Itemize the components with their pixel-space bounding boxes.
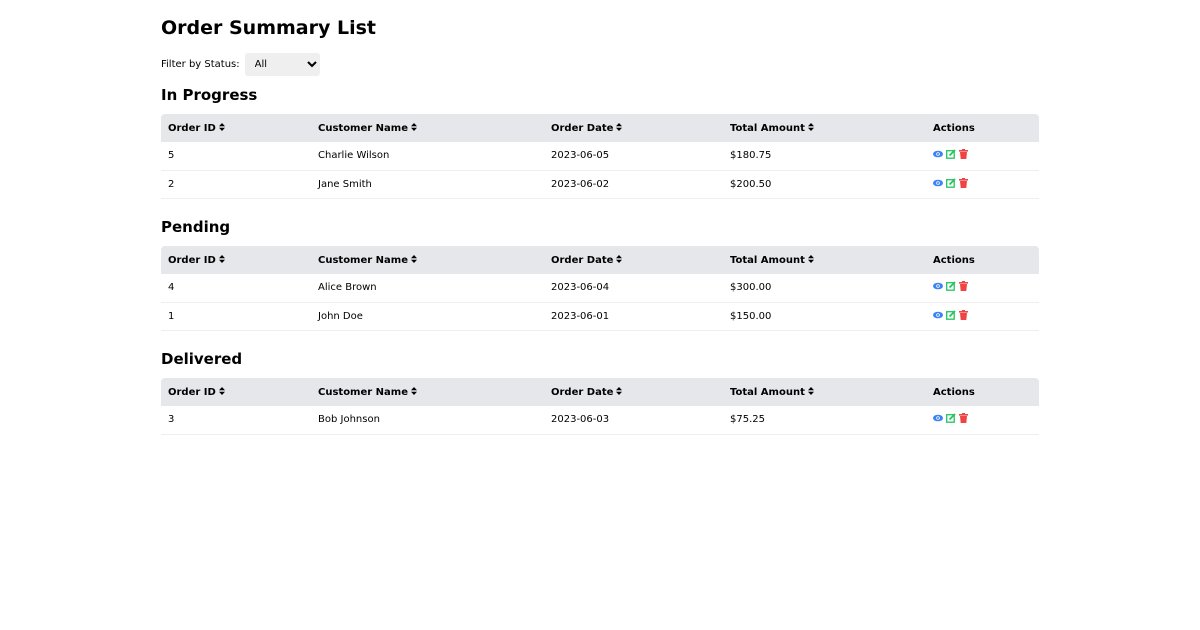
- column-label: Total Amount: [730, 122, 805, 134]
- column-header[interactable]: [161, 114, 311, 142]
- cell-amount: $180.75: [723, 142, 926, 170]
- cell-amount: $150.00: [723, 302, 926, 330]
- section-title: In Progress: [161, 86, 258, 104]
- delete-icon[interactable]: [959, 178, 968, 191]
- view-icon[interactable]: [933, 150, 943, 161]
- column-header[interactable]: [544, 114, 723, 142]
- cell-date: 2023-06-01: [544, 302, 723, 330]
- table-row: [161, 274, 1039, 302]
- column-label: Actions: [933, 386, 975, 398]
- delete-icon[interactable]: [959, 149, 968, 162]
- sort-icon[interactable]: [808, 124, 814, 133]
- column-header[interactable]: [544, 378, 723, 406]
- section-in-progress: [161, 86, 1039, 199]
- orders-table: [161, 114, 1039, 199]
- delete-icon[interactable]: [959, 413, 968, 426]
- section-title: Pending: [161, 218, 231, 236]
- column-label: Customer Name: [318, 386, 408, 398]
- column-header[interactable]: [723, 114, 926, 142]
- column-label: Order ID: [168, 254, 216, 266]
- column-label: Order Date: [551, 122, 614, 134]
- cell-name: Jane Smith: [311, 170, 544, 198]
- column-label: Customer Name: [318, 254, 408, 266]
- cell-date: 2023-06-05: [544, 142, 723, 170]
- filter-label: Filter by Status:: [161, 59, 240, 70]
- column-label: Total Amount: [730, 386, 805, 398]
- sort-icon[interactable]: [808, 256, 814, 265]
- sort-icon[interactable]: [616, 256, 622, 265]
- status-select[interactable]: [245, 53, 320, 76]
- section-delivered: [161, 350, 1039, 435]
- sort-icon[interactable]: [411, 256, 417, 265]
- sort-icon[interactable]: [219, 388, 225, 397]
- section-title: Delivered: [161, 350, 243, 368]
- column-header: [926, 114, 1039, 142]
- column-header[interactable]: [723, 378, 926, 406]
- sort-icon[interactable]: [219, 256, 225, 265]
- column-header[interactable]: [161, 378, 311, 406]
- column-label: Actions: [933, 122, 975, 134]
- cell-name: Charlie Wilson: [311, 142, 544, 170]
- table-row: [161, 406, 1039, 434]
- edit-icon[interactable]: [946, 178, 956, 191]
- edit-icon[interactable]: [946, 149, 956, 162]
- column-label: Total Amount: [730, 254, 805, 266]
- view-icon[interactable]: [933, 414, 943, 425]
- view-icon[interactable]: [933, 311, 943, 322]
- sort-icon[interactable]: [219, 124, 225, 133]
- cell-date: 2023-06-04: [544, 274, 723, 302]
- cell-date: 2023-06-02: [544, 170, 723, 198]
- cell-id: 3: [161, 406, 311, 434]
- cell-id: 2: [161, 170, 311, 198]
- column-header: [926, 378, 1039, 406]
- view-icon[interactable]: [933, 282, 943, 293]
- sort-icon[interactable]: [411, 388, 417, 397]
- column-label: Actions: [933, 254, 975, 266]
- orders-table: [161, 378, 1039, 435]
- sort-icon[interactable]: [616, 124, 622, 133]
- edit-icon[interactable]: [946, 281, 956, 294]
- cell-name: Alice Brown: [311, 274, 544, 302]
- sort-icon[interactable]: [411, 124, 417, 133]
- view-icon[interactable]: [933, 179, 943, 190]
- page-title: Order Summary List: [161, 17, 377, 39]
- sort-icon[interactable]: [616, 388, 622, 397]
- cell-name: John Doe: [311, 302, 544, 330]
- column-label: Order Date: [551, 386, 614, 398]
- actions-cell: [926, 142, 1039, 170]
- section-pending: [161, 218, 1039, 331]
- table-row: [161, 302, 1039, 330]
- column-label: Order ID: [168, 122, 216, 134]
- sort-icon[interactable]: [808, 388, 814, 397]
- cell-amount: $200.50: [723, 170, 926, 198]
- edit-icon[interactable]: [946, 413, 956, 426]
- column-label: Order ID: [168, 386, 216, 398]
- column-header: [926, 246, 1039, 274]
- edit-icon[interactable]: [946, 310, 956, 323]
- column-header[interactable]: [311, 114, 544, 142]
- column-header[interactable]: [311, 246, 544, 274]
- actions-cell: [926, 302, 1039, 330]
- table-row: [161, 142, 1039, 170]
- table-row: [161, 170, 1039, 198]
- column-label: Customer Name: [318, 122, 408, 134]
- cell-id: 4: [161, 274, 311, 302]
- cell-amount: $300.00: [723, 274, 926, 302]
- column-header[interactable]: [311, 378, 544, 406]
- column-label: Order Date: [551, 254, 614, 266]
- column-header[interactable]: [161, 246, 311, 274]
- actions-cell: [926, 406, 1039, 434]
- cell-id: 1: [161, 302, 311, 330]
- status-filter: [161, 53, 320, 76]
- column-header[interactable]: [723, 246, 926, 274]
- cell-amount: $75.25: [723, 406, 926, 434]
- orders-table: [161, 246, 1039, 331]
- cell-name: Bob Johnson: [311, 406, 544, 434]
- actions-cell: [926, 170, 1039, 198]
- column-header[interactable]: [544, 246, 723, 274]
- delete-icon[interactable]: [959, 281, 968, 294]
- delete-icon[interactable]: [959, 310, 968, 323]
- actions-cell: [926, 274, 1039, 302]
- cell-id: 5: [161, 142, 311, 170]
- cell-date: 2023-06-03: [544, 406, 723, 434]
